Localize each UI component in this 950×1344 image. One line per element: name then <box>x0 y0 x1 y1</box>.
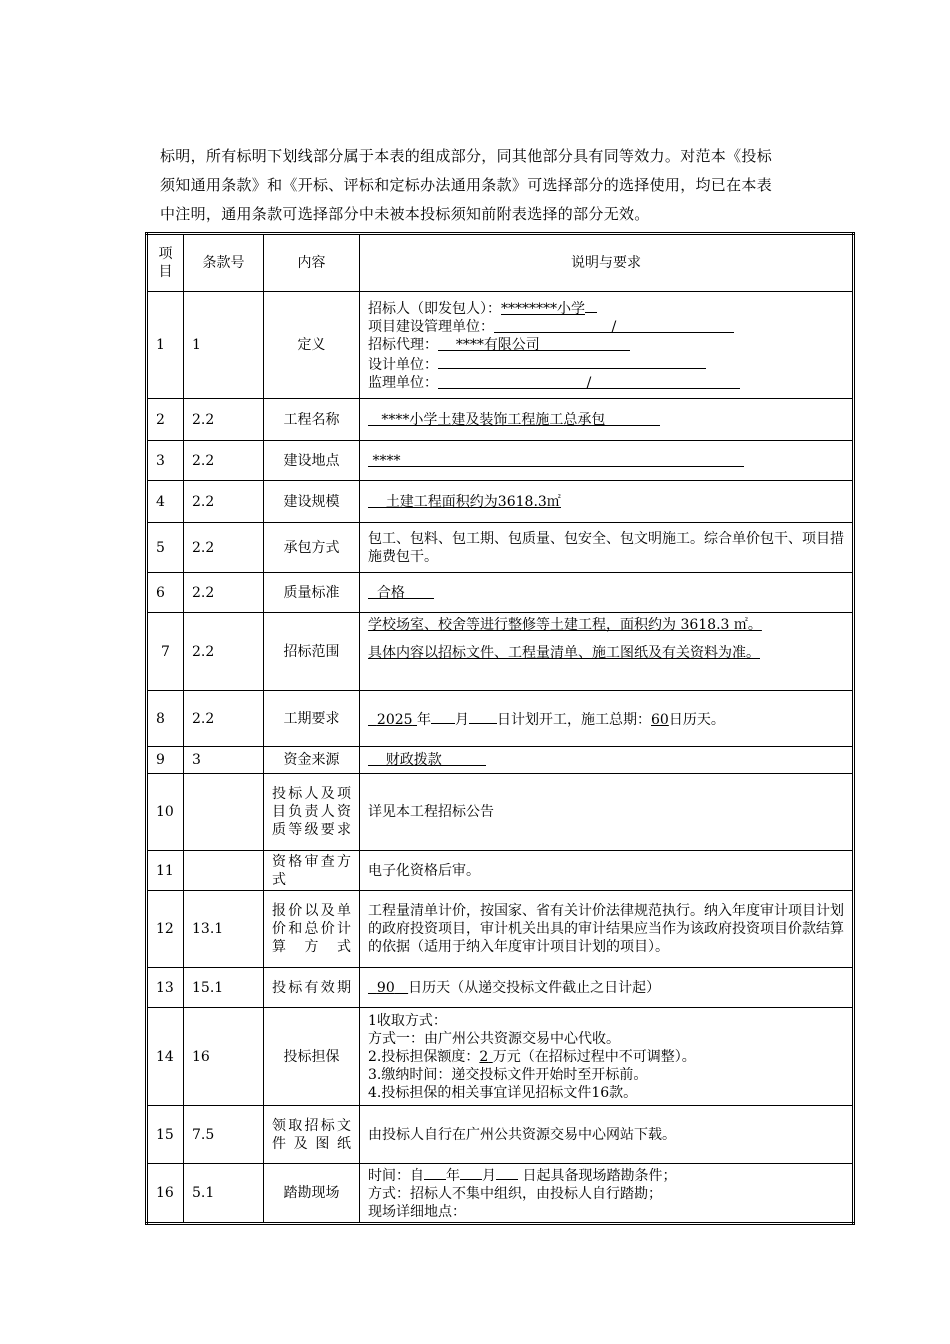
table-row <box>147 1164 854 1224</box>
row-desc <box>360 481 854 523</box>
row-label: 资金来源 <box>264 747 360 774</box>
row-number: 16 <box>147 1164 184 1224</box>
guarantee-amount-value: 2 <box>479 1048 489 1065</box>
quality-blank <box>368 584 434 599</box>
supervision-blank <box>438 374 740 389</box>
intro-line-3: 中注明，通用条款可选择部分中未被本投标须知前附表选择的部分无效。 <box>160 205 650 223</box>
row-desc <box>360 613 854 691</box>
clause-number: 7.5 <box>184 1106 264 1164</box>
month-unit: 月 <box>455 711 469 728</box>
underline-blank <box>585 298 597 313</box>
row-number: 2 <box>147 399 184 441</box>
row-label: 投标人及项目负责人资质等级要求 <box>264 774 360 851</box>
row-desc <box>360 968 854 1008</box>
quality-value: 合格 <box>376 584 405 601</box>
guarantee-amount-blank <box>479 1049 492 1065</box>
row-number: 12 <box>147 891 184 968</box>
survey-year-blank <box>424 1165 446 1180</box>
validity-text: 日历天（从递交投标文件截止之日计起） <box>408 979 661 996</box>
row-number: 15 <box>147 1106 184 1164</box>
row-number: 3 <box>147 441 184 481</box>
guarantee-line-5: 4.投标担保的相关事宜详见招标文件16款。 <box>368 1084 638 1101</box>
location-value: **** <box>372 452 401 469</box>
table-row <box>147 441 854 481</box>
scale-blank <box>368 493 561 508</box>
row-label: 工程名称 <box>264 399 360 441</box>
project-name-blank <box>368 411 660 426</box>
row-desc <box>360 1008 854 1106</box>
row-desc <box>360 573 854 613</box>
guarantee-amount-prefix: 2.投标担保额度： <box>368 1048 480 1065</box>
table-row <box>147 573 854 613</box>
header-item: 项目 <box>147 234 184 292</box>
row-label: 定义 <box>264 292 360 399</box>
year-value: 2025 <box>376 711 413 728</box>
table-row <box>147 774 854 851</box>
table-row <box>147 968 854 1008</box>
row-label: 资格审查方式 <box>264 851 360 891</box>
survey-time-suffix: 日起具备现场踏勘条件； <box>522 1168 677 1184</box>
clause-number: 15.1 <box>184 968 264 1008</box>
funding-blank <box>368 751 486 766</box>
row-desc <box>360 747 854 774</box>
table-row <box>147 613 854 691</box>
design-blank <box>438 354 706 369</box>
row-label: 领取招标文件及图纸 <box>264 1106 360 1164</box>
agent-prefix: 招标代理： <box>368 337 438 353</box>
row-desc: 详见本工程招标公告 <box>360 774 854 851</box>
row-label: 投标担保 <box>264 1008 360 1106</box>
row-desc <box>360 691 854 747</box>
row-desc <box>360 441 854 481</box>
row-number: 8 <box>147 691 184 747</box>
table-row <box>147 523 854 573</box>
row-number: 10 <box>147 774 184 851</box>
management-blank <box>494 318 734 333</box>
table-row <box>147 1008 854 1106</box>
start-text: 日计划开工，施工总期： <box>497 711 651 728</box>
clause-number: 2.2 <box>184 399 264 441</box>
survey-month-unit: 月 <box>482 1168 496 1184</box>
agent-blank <box>438 336 630 351</box>
row-desc <box>360 1164 854 1224</box>
clause-number: 2.2 <box>184 441 264 481</box>
row-number: 9 <box>147 747 184 774</box>
clause-number <box>184 774 264 851</box>
year-blank <box>368 712 417 728</box>
day-blank <box>469 709 497 724</box>
guarantee-line-2: 方式一：由广州公共资源交易中心代收。 <box>368 1030 620 1047</box>
project-name-value: ****小学土建及装饰工程施工总承包 <box>381 411 606 428</box>
guarantee-line-4: 3.缴纳时间：递交投标文件开始时至开标前。 <box>368 1066 648 1083</box>
row-desc: 包工、包料、包工期、包质量、包安全、包文明施工。综合单价包干、项目措施费包干。 <box>360 523 854 573</box>
row-number: 11 <box>147 851 184 891</box>
row-label: 建设规模 <box>264 481 360 523</box>
intro-paragraph <box>160 142 850 229</box>
table-row <box>147 399 854 441</box>
row-label: 工期要求 <box>264 691 360 747</box>
survey-time-prefix: 时间：自 <box>368 1168 424 1184</box>
management-prefix: 项目建设管理单位： <box>368 319 494 335</box>
guarantee-line-1: 1收取方式： <box>368 1012 447 1029</box>
row-label: 招标范围 <box>264 613 360 691</box>
clause-number: 2.2 <box>184 691 264 747</box>
duration-value: 60 <box>651 711 669 728</box>
scope-line-2: 具体内容以招标文件、工程量清单、施工图纸及有关资料为准。 <box>368 645 760 661</box>
row-number: 5 <box>147 523 184 573</box>
guarantee-amount-suffix: 万元（在招标过程中不可调整）。 <box>492 1048 696 1065</box>
table-row <box>147 1106 854 1164</box>
scale-value: 土建工程面积约为3618.3㎡ <box>385 493 561 510</box>
row-label: 投标有效期 <box>264 968 360 1008</box>
row-number: 1 <box>147 292 184 399</box>
row-desc <box>360 292 854 399</box>
clause-number: 5.1 <box>184 1164 264 1224</box>
survey-method: 方式：招标人不集中组织，由投标人自行踏勘； <box>368 1186 662 1202</box>
agent-value: ****有限公司 <box>455 337 540 353</box>
management-value: / <box>611 319 617 335</box>
survey-location: 现场详细地点： <box>368 1204 466 1220</box>
year-unit: 年 <box>417 711 431 728</box>
scope-line-1: 学校场室、校舍等进行整修等土建工程，面积约为 3618.3 ㎡。 <box>368 617 762 633</box>
survey-year-unit: 年 <box>446 1168 460 1184</box>
duration-unit: 日历天。 <box>668 711 725 728</box>
table-row <box>147 481 854 523</box>
clause-number: 2.2 <box>184 523 264 573</box>
validity-value: 90 <box>376 979 395 996</box>
survey-month-blank <box>460 1165 482 1180</box>
row-label: 质量标准 <box>264 573 360 613</box>
table-header-row <box>147 234 854 292</box>
design-prefix: 设计单位： <box>368 357 438 373</box>
survey-day-blank <box>496 1165 518 1180</box>
clause-number <box>184 851 264 891</box>
supervision-value: / <box>586 375 592 391</box>
table-row <box>147 747 854 774</box>
clause-number: 1 <box>184 292 264 399</box>
tenderer-prefix: 招标人（即发包人）： <box>368 301 501 317</box>
row-label: 承包方式 <box>264 523 360 573</box>
clause-number: 2.2 <box>184 613 264 691</box>
row-number: 14 <box>147 1008 184 1106</box>
funding-value: 财政拨款 <box>385 752 442 768</box>
table-row <box>147 292 854 399</box>
row-number: 6 <box>147 573 184 613</box>
row-desc: 工程量清单计价，按国家、省有关计价法律规范执行。纳入年度审计项目计划的政府投资项目，审计机关出具的审计结果应当作为该政府投资项目价款结算的依据（适用于纳入年度审计项目计划的项目）。 <box>360 891 854 968</box>
header-content: 内容 <box>264 234 360 292</box>
row-number: 13 <box>147 968 184 1008</box>
intro-line-1: 标明，所有标明下划线部分属于本表的组成部分，同其他部分具有同等效力。对范本《投标 <box>160 147 773 165</box>
row-desc: 由投标人自行在广州公共资源交易中心网站下载。 <box>360 1106 854 1164</box>
header-clause: 条款号 <box>184 234 264 292</box>
row-label: 建设地点 <box>264 441 360 481</box>
clause-number: 13.1 <box>184 891 264 968</box>
location-blank <box>368 452 744 467</box>
row-desc <box>360 399 854 441</box>
supervision-prefix: 监理单位： <box>368 375 438 391</box>
header-desc: 说明与要求 <box>360 234 854 292</box>
table-row <box>147 691 854 747</box>
table-row <box>147 851 854 891</box>
month-blank <box>431 709 455 724</box>
table-row <box>147 891 854 968</box>
validity-blank <box>368 980 408 996</box>
row-desc: 电子化资格后审。 <box>360 851 854 891</box>
row-label: 踏勘现场 <box>264 1164 360 1224</box>
clause-number: 2.2 <box>184 481 264 523</box>
clause-number: 2.2 <box>184 573 264 613</box>
row-number: 7 <box>147 613 184 691</box>
row-number: 4 <box>147 481 184 523</box>
intro-line-2: 须知通用条款》和《开标、评标和定标办法通用条款》可选择部分的选择使用，均已在本表 <box>160 176 773 194</box>
row-label: 报价以及单价和总价计算方式 <box>264 891 360 968</box>
clause-number: 3 <box>184 747 264 774</box>
tender-clauses-table <box>145 232 855 1225</box>
tenderer-value: ********小学 <box>501 301 585 317</box>
clause-number: 16 <box>184 1008 264 1106</box>
